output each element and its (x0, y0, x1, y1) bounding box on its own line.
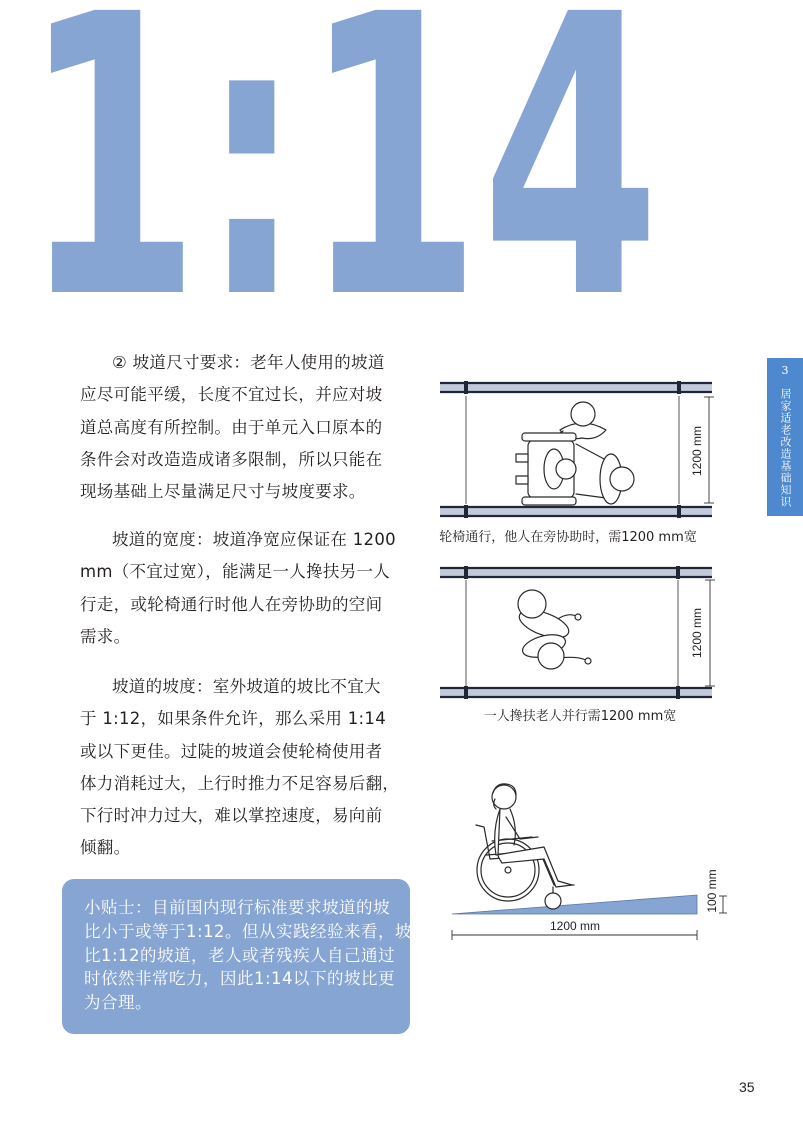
handrail-post (464, 505, 468, 518)
figure-caption-wheelchair: 轮椅通行，他人在旁协助时，需1200 mm宽 (439, 530, 697, 545)
handrail-band (440, 688, 712, 697)
handrail-post (677, 505, 681, 518)
dimension-label: 100 mm (705, 869, 719, 913)
handrail-post (464, 381, 468, 394)
person-head (518, 590, 546, 618)
handrail-top (440, 566, 712, 579)
helper-arm (576, 444, 606, 460)
tip-line: 为合理。 (84, 993, 152, 1013)
side-by-side-plan-diagram (436, 560, 726, 705)
text-line: 于 1:12，如果条件允许，那么采用 1:14 (80, 709, 386, 729)
person-arm (506, 817, 538, 839)
handrail-post (676, 566, 680, 579)
person-head (538, 643, 564, 669)
handrail-post (464, 566, 468, 579)
wheelchair-user-figure (516, 433, 576, 505)
tip-line: 比1:12的坡道，老人或者残疾人自己通过 (84, 945, 396, 965)
run-dimension (452, 919, 697, 940)
text-line: 应尽可能平缓，长度不宜过长，并应对坡 (80, 385, 383, 405)
person-hand (575, 614, 581, 620)
tip-box (62, 879, 413, 1034)
text-line: 条件会对改造造成诸多限制，所以只能在 (80, 449, 383, 469)
user-head (556, 459, 576, 479)
paragraph-ramp-size (80, 347, 400, 508)
ratio-headline (0, 0, 803, 300)
text-line: ② 坡道尺寸要求：老年人使用的坡道 (112, 353, 385, 372)
wheelchair-wheel (522, 497, 576, 505)
ratio-headline-text: 1:14 (22, 0, 660, 300)
person-hand (585, 658, 591, 664)
person-head (571, 402, 595, 426)
handrail-band (440, 568, 712, 577)
dimension-label: 1200 mm (690, 607, 704, 659)
text-line: mm（不宜过宽），能满足一人搀扶另一人 (80, 562, 391, 582)
text-line: 需求。 (80, 626, 131, 646)
chapter-side-tab (767, 358, 803, 516)
tip-line: 比小于或等于1:12。但从实践经验来看，坡 (84, 921, 413, 941)
tip-line: 小贴士：目前国内现行标准要求坡道的坡 (84, 898, 390, 917)
chapter-number: 3 (781, 364, 789, 377)
helper-arm (576, 494, 606, 498)
tip-line: 时依然非常吃力，因此1:14以下的坡比更 (84, 969, 396, 989)
handrail-band (440, 507, 712, 516)
page-number: 35 (739, 1079, 755, 1095)
text-line: 行走，或轮椅通行时他人在旁协助的空间 (80, 594, 383, 614)
text-line: 倾翻。 (80, 838, 131, 858)
wheelchair-wheel (522, 433, 576, 441)
figure-caption-side-by-side: 一人搀扶老人并行需1200 mm宽 (483, 709, 677, 724)
handrail-post (677, 381, 681, 394)
paragraph-ramp-width (80, 524, 400, 653)
elderly-person-figure (520, 631, 591, 669)
dimension-label: 1200 mm (690, 425, 704, 477)
text-line: 坡道的宽度：坡道净宽应保证在 1200 (112, 530, 396, 549)
dimension-label: 1200 mm (549, 919, 601, 933)
handrail-bottom (440, 505, 712, 518)
helper-head (610, 467, 634, 491)
ramp-wedge (452, 895, 697, 914)
paragraph-ramp-slope (80, 671, 400, 865)
rise-dimension (705, 869, 727, 913)
text-line: 道总高度有所控制。由于单元入口原本的 (80, 417, 383, 437)
width-dimension (690, 397, 714, 503)
text-line: 坡道的坡度：室外坡道的坡比不宜大 (112, 677, 381, 696)
helper-figure (576, 444, 634, 504)
handrail-post (676, 686, 680, 699)
handrail-post (464, 686, 468, 699)
wheelchair-hub (505, 867, 511, 873)
text-line: 现场基础上尽量满足尺寸与坡度要求。 (80, 482, 366, 502)
handrail-bottom (440, 686, 712, 699)
width-dimension (690, 580, 715, 686)
wheelchair-assist-plan-diagram (436, 378, 726, 523)
wheelchair-side-figure (476, 825, 574, 909)
chapter-title: 居家适老改造基础知识 (779, 388, 792, 508)
text-line: 下行时冲力过大，难以掌控速度，易向前 (80, 806, 383, 826)
handrail-band (440, 383, 712, 392)
wheelchair-footrest (516, 476, 528, 484)
text-line: 体力消耗过大，上行时推力不足容易后翻， (80, 773, 400, 793)
text-line: 或以下更佳。过陡的坡道会使轮椅使用者 (80, 741, 383, 761)
wheelchair-caster (545, 893, 561, 909)
wheelchair-footrest (516, 454, 528, 462)
ramp-slope-side-diagram (440, 775, 740, 945)
handrail-top (440, 381, 712, 394)
